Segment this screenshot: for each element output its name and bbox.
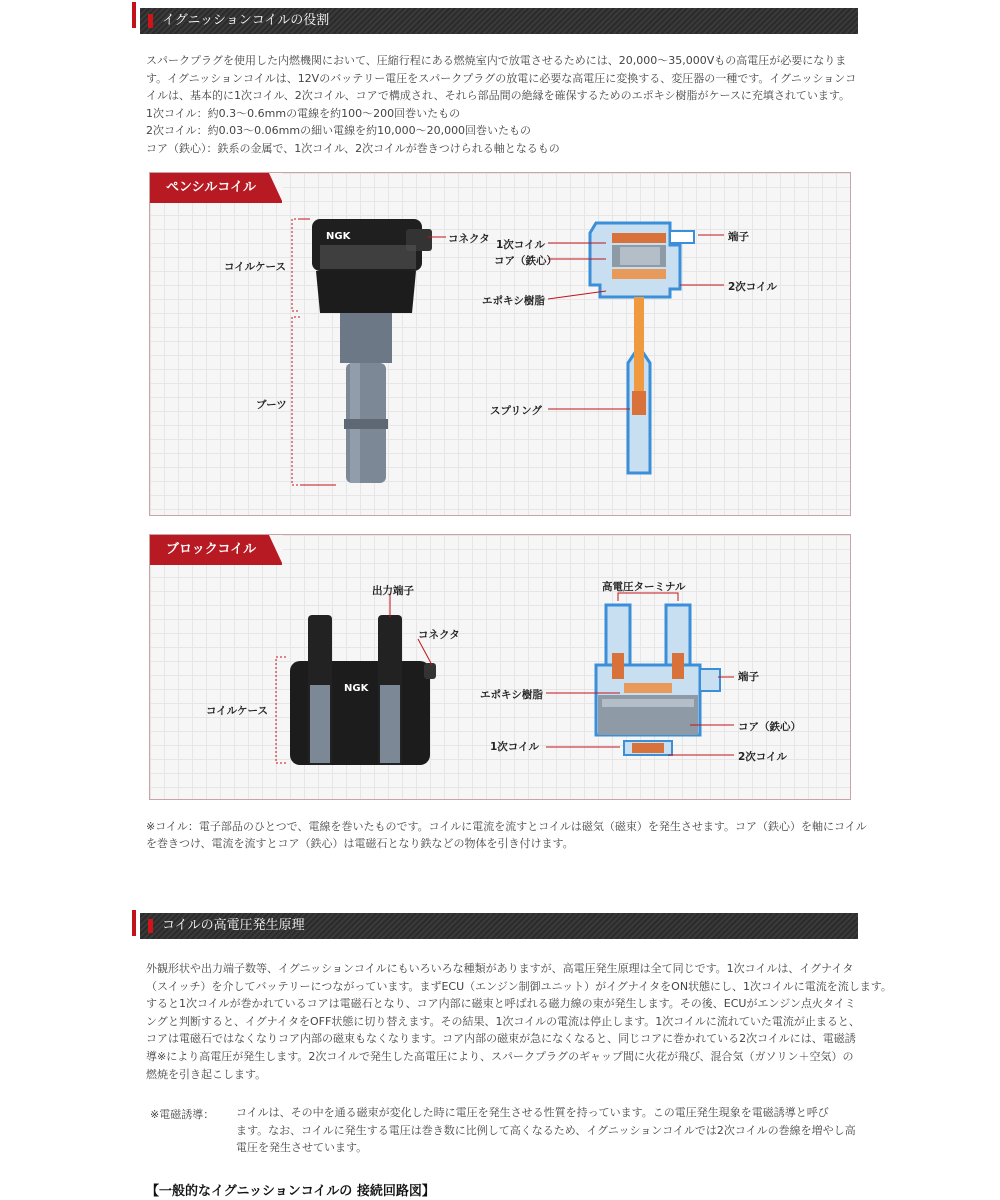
label-block-primary: 1次コイル [490,741,539,753]
block-coil-cross-section [596,605,720,755]
label-block-coil-case: コイルケース [206,705,268,717]
label-coil-case: コイルケース [224,261,286,273]
label-epoxy: エポキシ樹脂 [482,295,545,307]
em-induction-term: ※電磁誘導： [150,1108,215,1121]
ngk-logo: NGK [326,231,351,242]
text-line: す。イグニッションコイルは、12Vのバッテリー電圧をスパークプラグの放電に必要な高電圧に変換する、変圧器の一種です。イグニッションコ [146,71,857,85]
label-block-core: コア（鉄心） [738,721,801,733]
principle-paragraph [146,960,892,1083]
pencil-coil-tab: ペンシルコイル [150,173,282,203]
label-terminal: 端子 [728,231,749,243]
bracket-boots [292,317,300,485]
text-line: 電圧を発生させています。 [236,1141,368,1155]
text-line: コアは電磁石ではなくなりコア内部の磁束もなくなります。コア内部の磁束が急になくなると、同じコアに巻かれている2次コイルには、電磁誘 [146,1032,856,1046]
text-line: ングと判断すると、イグナイタをOFF状態に切り替えます。その結果、1次コイルの電流は停止します。1次コイルに流れていた電流が止まると、 [146,1014,860,1028]
label-block-secondary: 2次コイル [738,751,787,763]
intro-paragraph [146,52,858,158]
pencil-coil-cross-section [590,223,694,473]
block-coil-panel [149,534,851,800]
text-line: 1次コイル：約0.3～0.6mmの電線を約100～200回巻いたもの [146,106,461,120]
label-block-connector: コネクタ [418,629,460,641]
text-line: コイルは、その中を通る磁束が変化した時に電圧を発生させる性質を持っています。この電圧発生現象を電磁誘導と呼び [236,1106,829,1119]
label-boots: ブーツ [256,399,287,411]
section-header-principle [140,913,858,939]
label-secondary-coil: 2次コイル [728,281,777,293]
header-marker [148,14,153,28]
label-spring: スプリング [490,405,542,417]
label-primary-coil: 1次コイル [496,239,545,251]
bracket-block-case [276,657,286,763]
block-coil-tab: ブロックコイル [150,535,282,565]
label-core: コア（鉄心） [494,255,557,267]
text-line: イルは、基本的に1次コイル、2次コイル、コアで構成され、それら部品間の絶縁を確保するためのエポキシ樹脂がケースに充填されています。 [146,89,851,103]
note-line: ※コイル：電子部品のひとつで、電線を巻いたものです。コイルに電流を流すとコイルは磁気（磁束）を発生させます。コア（鉄心）を軸にコイル [146,820,867,833]
text-line: コア（鉄心）：鉄系の金属で、1次コイル、2次コイルが巻きつけられる軸となるもの [146,141,560,155]
header-marker [148,919,153,933]
coil-note [146,818,867,852]
text-line: ます。なお、コイルに発生する電圧は巻き数に比例して高くなるため、イグニッションコイルでは2次コイルの巻線を増やし高 [236,1123,856,1137]
section-accent [132,2,136,28]
text-line: 導※により高電圧が発生します。2次コイルで発生した高電圧により、スパークプラグのギャップ間に火花が飛び、混合気（ガソリン＋空気）の [146,1049,854,1063]
text-line: 2次コイル：約0.03～0.06mmの細い電線を約10,000～20,000回巻いたもの [146,124,532,138]
pencil-coil-exterior [312,219,432,483]
text-line: 外観形状や出力端子数等、イグニッションコイルにもいろいろな種類がありますが、高電圧発生原理は全て同じです。1次コイルは、イグナイタ [146,962,854,975]
section-accent [132,910,136,936]
text-line: （スイッチ）を介してバッテリーにつながっています。まずECU（エンジン制御ユニット）がイグナイタをON状態にし、1次コイルに電流を流します。 [146,979,892,993]
text-line: スパークプラグを使用した内燃機関において、圧縮行程にある燃焼室内で放電させるためには、20,000～35,000Vもの高電圧が必要になりま [146,54,847,67]
leader-hv-terminal [618,593,678,601]
pencil-coil-illustration [150,173,850,515]
pencil-coil-panel [149,172,851,516]
leader-epoxy [548,291,606,299]
label-connector: コネクタ [448,233,490,245]
ngk-logo-block: NGK [344,683,369,694]
label-hv-terminal: 高電圧ターミナル [602,581,686,593]
circuit-diagram-title: 【一般的なイグニッションコイルの 接続回路図】 [146,1184,435,1199]
bracket-case [292,219,300,311]
label-block-terminal: 端子 [738,671,759,683]
section-title: コイルの高電圧発生原理 [162,918,305,933]
em-induction-description [236,1104,860,1157]
label-block-epoxy: エポキシ樹脂 [480,689,543,701]
section-header-role [140,8,858,34]
note-line: を巻きつけ、電流を流すとコア（鉄心）は電磁石となり鉄などの物体を引き付けます。 [146,837,574,850]
label-output-terminal: 出力端子 [372,585,414,597]
text-line: すると1次コイルが巻かれているコアは電磁石となり、コア内部に磁束と呼ばれる磁力線の束が発生します。その後、ECUがエンジン点火タイミ [146,997,856,1011]
section-title: イグニッションコイルの役割 [162,13,330,28]
text-line: 燃焼を引き起こします。 [146,1067,267,1081]
